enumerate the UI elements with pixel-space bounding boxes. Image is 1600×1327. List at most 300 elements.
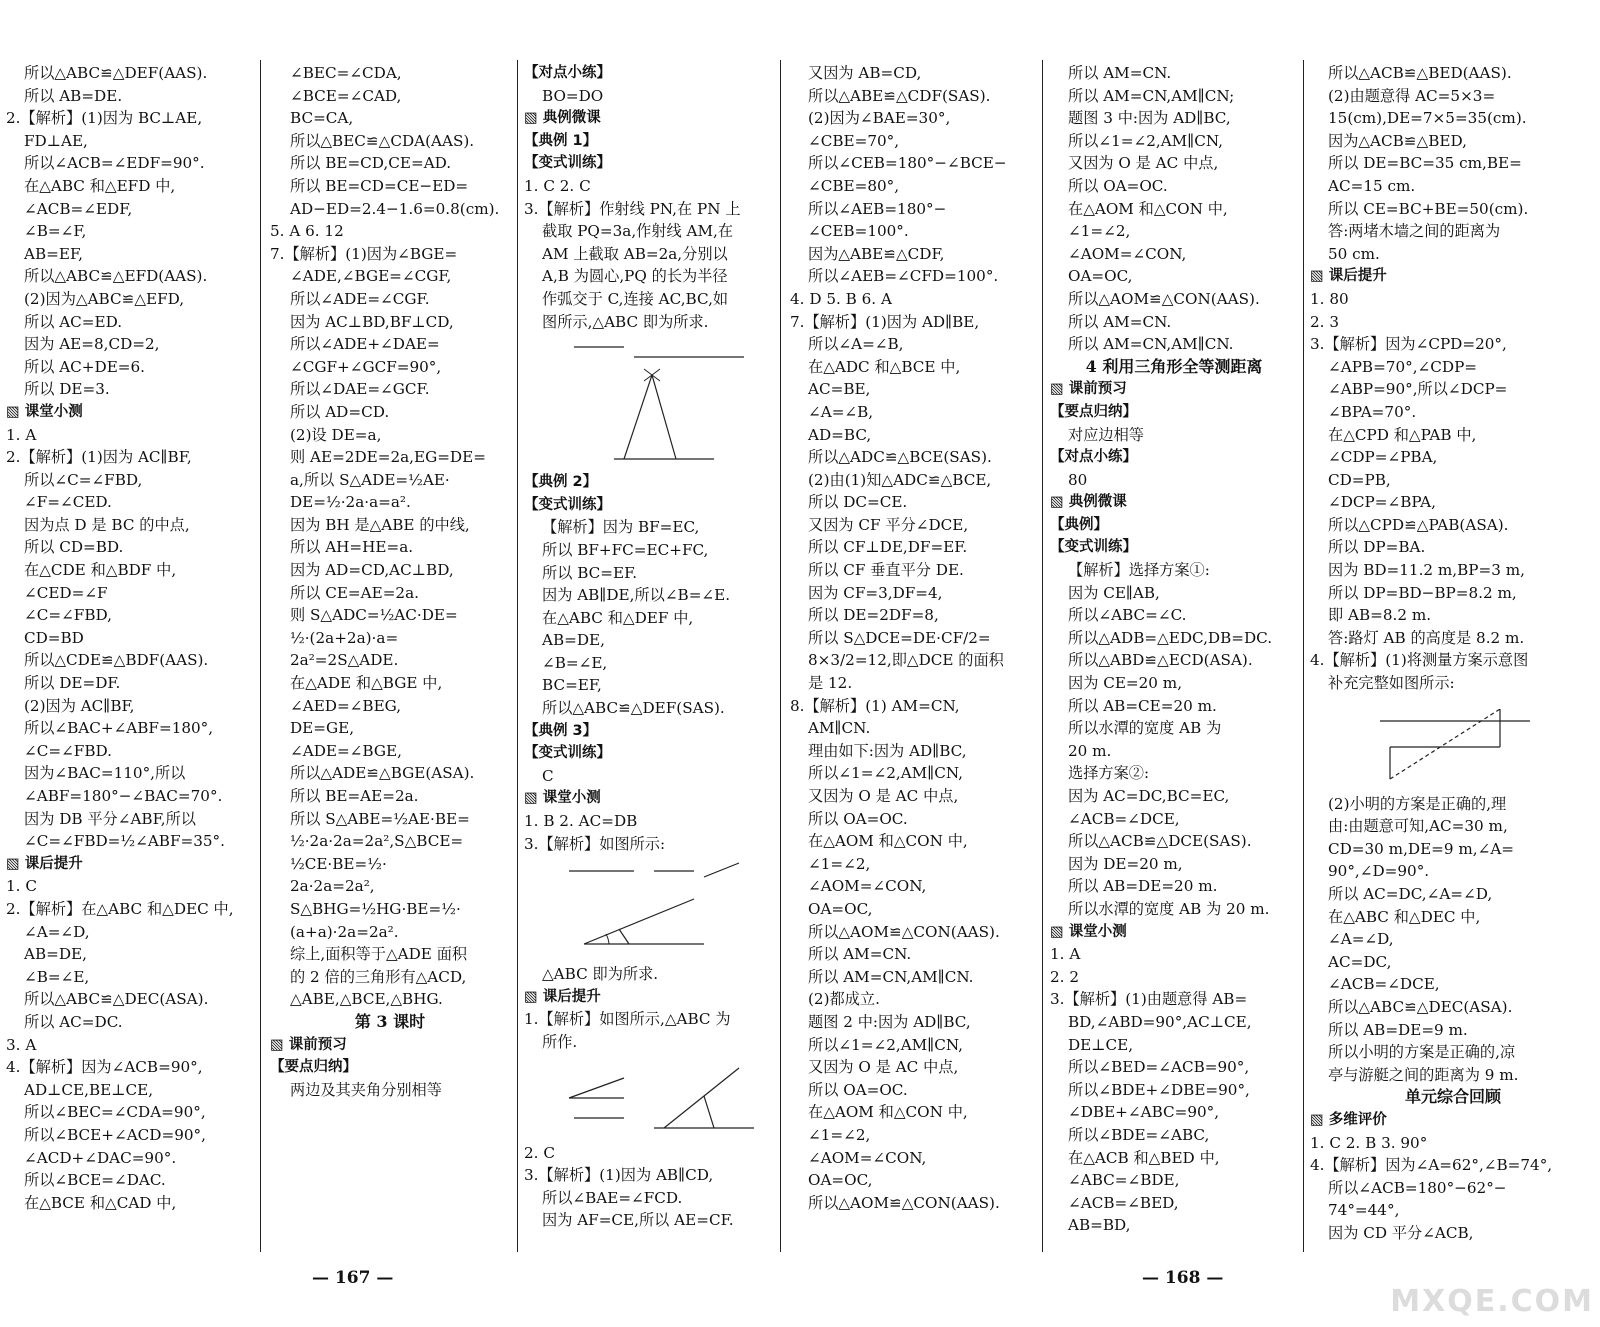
section-heading: 【典例 1】	[524, 132, 598, 149]
answer-line: BD,∠ABD=90°,AC⊥CE,	[1068, 1012, 1252, 1031]
answer-line: (a+a)·2a=2a².	[290, 922, 399, 941]
answer-line: ∠BEC=∠CDA,	[290, 64, 402, 82]
answer-line: ∠AOM=∠CON,	[1068, 244, 1187, 263]
answer-line: 4.【解析】因为∠A=62°,∠B=74°,	[1310, 1156, 1553, 1175]
answer-line: 所以 AM=CN.	[1068, 64, 1172, 82]
section-heading: ▧ 课后提升	[1310, 268, 1387, 285]
answer-line: 因为点 D 是 BC 的中点,	[24, 515, 190, 534]
section-title: 单元综合回顾	[1404, 1087, 1501, 1107]
answer-line: 在△AOM 和△CON 中,	[1068, 199, 1228, 218]
section-heading: ▧ 典例微课	[1050, 494, 1127, 511]
answer-line: 在△ACB 和△BED 中,	[1068, 1148, 1220, 1167]
answer-line: 两边及其夹角分别相等	[290, 1080, 442, 1099]
answer-line: 2a·2a=2a²,	[290, 877, 375, 896]
answer-line: ∠C=∠FBD=½∠ABF=35°.	[24, 832, 225, 851]
answer-line: 所以△ADE≌△BGE(ASA).	[290, 764, 475, 783]
answer-line: 理由如下:因为 AD∥BC,	[808, 741, 967, 760]
answer-line: 所以 AB=CE=20 m.	[1068, 696, 1217, 715]
answer-line: 所以小明的方案是正确的,凉	[1328, 1043, 1516, 1062]
answer-line: 8.【解析】(1) AM=CN,	[790, 696, 960, 715]
answer-line: 是 12.	[808, 674, 853, 693]
answer-line: AB=BD,	[1068, 1216, 1131, 1235]
section-heading: 【对点小练】	[524, 65, 611, 81]
answer-line: 即 AB=8.2 m.	[1328, 606, 1432, 625]
answer-line: 5. A 6. 12	[270, 222, 344, 241]
section-heading: 【变式训练】	[1050, 539, 1137, 556]
answer-line: 4. D 5. B 6. A	[790, 289, 892, 308]
answer-line: 所以 AM=CN.	[1068, 312, 1172, 331]
answer-line: ∠ADE=∠BGE,	[290, 741, 402, 760]
answer-line: C	[542, 766, 554, 785]
answer-line: 1. B 2. AC=DB	[524, 812, 638, 831]
answer-line: AM∥CN.	[808, 719, 871, 738]
answer-line: 50 cm.	[1328, 244, 1380, 263]
answer-line: ∠ACB=∠DCE,	[1068, 809, 1180, 828]
answer-line: 又因为 O 是 AC 中点,	[808, 787, 959, 805]
answer-line: 因为 CD 平分∠ACB,	[1328, 1223, 1474, 1242]
answer-line: 所以水潭的宽度 AB 为 20 m.	[1068, 899, 1270, 918]
answer-line: 又因为 AB=CD,	[808, 64, 922, 82]
answer-line: AC=DC,	[1328, 952, 1392, 971]
section-heading: 【典例 2】	[524, 474, 598, 491]
answer-line: 因为 AE=8,CD=2,	[24, 335, 160, 354]
column-divider	[1042, 60, 1043, 1252]
section-heading: ▧ 课堂小测	[524, 790, 601, 807]
answer-line: 所以 AH=HE=a.	[290, 538, 414, 557]
answer-line: 所以 S△DCE=DE·CF/2=	[808, 628, 991, 647]
section-title: 第 3 课时	[354, 1011, 426, 1031]
answer-line: △ABC 即为所求.	[542, 965, 659, 984]
answer-line: ∠CED=∠F	[24, 583, 108, 602]
answer-line: 3.【解析】(1)由题意得 AB=	[1050, 990, 1248, 1009]
construction-figure-angle	[564, 859, 754, 959]
answer-line: (2)小明的方案是正确的,理	[1328, 794, 1507, 813]
section-heading: ▧ 课后提升	[524, 988, 601, 1005]
answer-line: 【解析】因为 BF=EC,	[542, 518, 700, 537]
column-5	[1050, 62, 1298, 1280]
answer-line: 7.【解析】(1)因为 AD∥BE,	[790, 312, 980, 331]
answer-line: CD=PB,	[1328, 470, 1391, 489]
answer-line: (2)都成立.	[808, 990, 880, 1009]
answer-line: 所以△ADB=△EDC,DB=DC.	[1068, 628, 1273, 647]
answer-line: 所以 AB=DE=9 m.	[1328, 1020, 1468, 1039]
answer-line: 所以∠A=∠B,	[808, 335, 904, 354]
answer-line: DE=GE,	[290, 719, 355, 738]
answer-line: 1. C 2. B 3. 90°	[1310, 1133, 1428, 1152]
answer-line: 所以 BE=CD,CE=AD.	[290, 154, 452, 173]
answer-line: ∠ACB=∠BED,	[1068, 1193, 1179, 1212]
answer-line: AC=BE,	[808, 380, 871, 399]
column-divider	[517, 60, 518, 1252]
page-number-right: — 168 —	[1142, 1268, 1224, 1288]
answer-line: ∠AED=∠BEG,	[290, 696, 402, 715]
answer-line: ∠ACD+∠DAC=90°.	[24, 1148, 177, 1167]
answer-line: 在△AOM 和△CON 中,	[808, 1103, 968, 1122]
answer-line: 所以∠ABC=∠C.	[1068, 606, 1187, 625]
answer-line: CD=30 m,DE=9 m,∠A=	[1328, 839, 1515, 858]
answer-line: 在△BCE 和△CAD 中,	[24, 1193, 177, 1212]
answer-line: 题图 3 中:因为 AD∥BC,	[1068, 109, 1231, 128]
answer-line: 所以∠1=∠2,AM∥CN,	[1068, 131, 1224, 150]
answer-line: 所以 DE=DF.	[24, 674, 121, 693]
answer-line: 答:两堵木墙之间的距离为	[1328, 222, 1501, 241]
column-divider	[1303, 60, 1304, 1252]
answer-line: 所以△AOM≌△CON(AAS).	[808, 1193, 1000, 1212]
answer-line: 所以 AC=DC,∠A=∠D,	[1328, 885, 1493, 903]
answer-line: △ABE,△BCE,△BHG.	[290, 990, 443, 1009]
answer-line: 所以水潭的宽度 AB 为	[1068, 719, 1222, 738]
answer-line: ∠ABC=∠BDE,	[1068, 1171, 1180, 1190]
answer-line: 所以△ABE≌△CDF(SAS).	[808, 86, 991, 105]
construction-figure-triangle-2	[564, 1058, 764, 1138]
answer-line: 亭与游艇之间的距离为 9 m.	[1328, 1065, 1519, 1084]
answer-line: 2. C	[524, 1143, 555, 1162]
answer-line: 在△CPD 和△PAB 中,	[1328, 425, 1477, 444]
answer-line: 15(cm),DE=7×5=35(cm).	[1328, 109, 1527, 128]
answer-line: 74°=44°,	[1328, 1201, 1400, 1220]
answer-line: 在△CDE 和△BDF 中,	[24, 561, 177, 580]
answer-line: 所以 AM=CN.	[808, 945, 912, 964]
answer-line: S△BHG=½HG·BE=½·	[290, 899, 461, 918]
answer-line: OA=OC,	[808, 899, 873, 918]
answer-line: 所以 AM=CN,AM∥CN;	[1068, 86, 1235, 105]
answer-line: ∠ACB=∠EDF,	[24, 199, 133, 218]
answer-line: 所以 DE=2DF=8,	[808, 606, 939, 625]
section-heading: 【要点归纳】	[1050, 403, 1137, 420]
answer-line: 因为 CE∥AB,	[1068, 583, 1160, 602]
answer-line: 因为 CE=20 m,	[1068, 674, 1183, 693]
answer-line: 因为 DB 平分∠ABF,所以	[24, 809, 196, 828]
answer-line: 8×3/2=12,即△DCE 的面积	[808, 651, 1004, 670]
answer-line: 对应边相等	[1068, 425, 1144, 444]
answer-line: ∠A=∠D,	[1328, 930, 1394, 949]
answer-line: 所以∠ADE=∠CGF.	[290, 289, 430, 308]
answer-line: 90°,∠D=90°.	[1328, 862, 1430, 881]
answer-line: 所以∠BCE=∠DAC.	[24, 1171, 166, 1190]
answer-line: 所以△BEC≌△CDA(AAS).	[290, 131, 475, 150]
answer-line: ∠C=∠FBD.	[24, 741, 112, 760]
answer-line: CD=BD	[24, 628, 84, 647]
answer-line: 80	[1068, 470, 1088, 489]
answer-line: 所以△ABC≌△DEF(SAS).	[542, 699, 725, 718]
answer-line: 所以△ABC≌△EFD(AAS).	[24, 267, 208, 286]
answer-line: 因为 BH 是△ABE 的中线,	[290, 515, 470, 534]
answer-line: 截取 PQ=3a,作射线 AM,在	[542, 222, 734, 241]
answer-line: 则 S△ADC=½AC·DE=	[290, 606, 458, 625]
answer-line: (2)因为 AC∥BF,	[24, 696, 135, 715]
answer-line: ∠1=∠2,	[808, 854, 871, 873]
answer-line: 3.【解析】因为∠CPD=20°,	[1310, 335, 1507, 354]
answer-line: 所以 S△ABE=½AE·BE=	[290, 809, 470, 828]
answer-line: 4.【解析】(1)将测量方案示意图	[1310, 651, 1529, 670]
answer-line: ∠DBE+∠ABC=90°,	[1068, 1103, 1220, 1122]
answer-line: 在△AOM 和△CON 中,	[808, 832, 968, 851]
answer-line: 所以∠C=∠FBD,	[24, 470, 143, 489]
answer-line: 1. C 2. C	[524, 176, 591, 195]
answer-line: 因为∠BAC=110°,所以	[24, 764, 186, 783]
answer-line: ∠ADE,∠BGE=∠CGF,	[290, 267, 452, 286]
answer-line: 由:由题意可知,AC=30 m,	[1328, 817, 1508, 836]
answer-line: 所以 BE=CD=CE−ED=	[290, 176, 469, 195]
answer-line: 所以∠BAE=∠FCD.	[542, 1188, 683, 1207]
section-heading: ▧ 典例微课	[524, 110, 601, 127]
answer-line: 2. 2	[1050, 967, 1079, 986]
answer-line: ∠ABP=90°,所以∠DCP=	[1328, 380, 1508, 399]
answer-line: 3.【解析】作射线 PN,在 PN 上	[524, 199, 741, 218]
column-4	[790, 62, 1035, 1280]
answer-line: 20 m.	[1068, 741, 1112, 760]
answer-line: 1. 80	[1310, 289, 1349, 308]
section-heading: 【变式训练】	[524, 155, 611, 172]
section-heading: 【变式训练】	[524, 745, 611, 762]
answer-line: 则 AE=2DE=2a,EG=DE=	[290, 448, 486, 467]
answer-line: ∠A=∠D,	[24, 922, 90, 941]
answer-line: 所以∠BCE+∠ACD=90°,	[24, 1125, 206, 1144]
column-6	[1310, 62, 1596, 1280]
answer-line: ∠AOM=∠CON,	[808, 877, 927, 896]
section-heading: 【典例 3】	[524, 722, 598, 739]
answer-line: 2.【解析】在△ABC 和△DEC 中,	[6, 899, 234, 918]
answer-line: OA=OC,	[808, 1171, 873, 1190]
answer-line: 所以△AOM≌△CON(AAS).	[808, 922, 1000, 941]
answer-line: 所以△ADC≌△BCE(SAS).	[808, 448, 992, 467]
answer-line: 1. A	[6, 425, 37, 444]
answer-line: 所以 AB=DE=20 m.	[1068, 877, 1218, 896]
answer-line: 3.【解析】如图所示:	[524, 834, 666, 853]
answer-line: 所以∠ACB=180°−62°−	[1328, 1178, 1507, 1197]
answer-line: 所以 AC=ED.	[24, 312, 123, 331]
answer-line: ∠CBE=70°,	[808, 131, 900, 150]
answer-line: 1. A	[1050, 945, 1081, 964]
section-heading: ▧ 多维评价	[1310, 1111, 1387, 1128]
answer-line: 所以∠BEC=∠CDA=90°,	[24, 1103, 206, 1122]
answer-line: 2a²=2S△ADE.	[290, 651, 399, 670]
answer-line: ∠B=∠E,	[542, 653, 608, 672]
section-heading: ▧ 课前预习	[1050, 381, 1127, 398]
answer-line: 因为 CF=3,DF=4,	[808, 583, 943, 602]
answer-line: 所以 OA=OC.	[1068, 176, 1168, 195]
answer-line: AD⊥CE,BE⊥CE,	[24, 1080, 154, 1099]
answer-line: FD⊥AE,	[24, 131, 88, 150]
section-title: 4 利用三角形全等测距离	[1085, 356, 1263, 376]
answer-line: ∠B=∠E,	[24, 967, 90, 986]
answer-line: 7.【解析】(1)因为∠BGE=	[270, 244, 458, 263]
answer-line: 所以∠1=∠2,AM∥CN,	[808, 1035, 964, 1054]
column-2	[270, 62, 510, 1280]
answer-line: 所以 CD=BD.	[24, 538, 124, 557]
answer-line: 所以 CE=BC+BE=50(cm).	[1328, 199, 1529, 218]
answer-line: 2.【解析】(1)因为 AC∥BF,	[6, 448, 192, 467]
answer-line: ∠CEB=100°.	[808, 222, 909, 241]
answer-line: 所以∠AEB=∠CFD=100°.	[808, 267, 999, 286]
answer-line: 又因为 CF 平分∠DCE,	[808, 515, 969, 534]
answer-line: 所以△ABC≌△DEC(ASA).	[24, 990, 209, 1009]
answer-line: 【解析】选择方案①:	[1068, 561, 1210, 580]
answer-line: 所以 DP=BD−BP=8.2 m,	[1328, 583, 1517, 602]
answer-line: 因为△ABE≌△CDF,	[808, 244, 945, 263]
watermark: MXQE.COM	[1390, 1284, 1594, 1319]
answer-line: 因为 AF=CE,所以 AE=CF.	[542, 1211, 734, 1230]
answer-line: DE=½·2a·a=a².	[290, 493, 411, 512]
answer-line: ∠BPA=70°.	[1328, 402, 1417, 421]
answer-line: 1. C	[6, 877, 37, 896]
answer-line: 图所示,△ABC 即为所求.	[542, 312, 709, 331]
answer-line: 因为 DE=20 m,	[1068, 854, 1183, 873]
answer-line: ∠AOM=∠CON,	[808, 1148, 927, 1167]
answer-line: ∠ABF=180°−∠BAC=70°.	[24, 787, 223, 805]
column-3	[524, 62, 774, 1280]
answer-line: ∠APB=70°,∠CDP=	[1328, 357, 1478, 376]
answer-line: 又因为 O 是 AC 中点,	[1068, 154, 1219, 173]
section-heading: ▧ 课堂小测	[6, 403, 83, 420]
answer-line: 在△ABC 和△DEF 中,	[542, 608, 694, 627]
section-heading: 【变式训练】	[524, 496, 611, 513]
answer-line: ∠CBE=80°,	[808, 176, 900, 195]
answer-line: 所以∠AEB=180°−	[808, 199, 947, 218]
answer-line: 的 2 倍的三角形有△ACD,	[290, 967, 467, 986]
answer-line: AD=BC,	[808, 425, 872, 444]
answer-line: ½CE·BE=½·	[290, 854, 387, 873]
answer-line: ∠CDP=∠PBA,	[1328, 448, 1438, 467]
answer-line: 所以△ABC≌△DEF(AAS).	[24, 64, 208, 82]
answer-line: 因为 AB∥DE,所以∠B=∠E.	[542, 586, 731, 605]
section-heading: 【对点小练】	[1050, 449, 1137, 466]
answer-line: ∠C=∠FBD,	[24, 606, 112, 625]
answer-line: 综上,面积等于△ADE 面积	[290, 945, 468, 964]
answer-line: (2)设 DE=a,	[290, 425, 382, 444]
answer-line: 所以∠1=∠2,AM∥CN,	[808, 764, 964, 783]
answer-line: BC=EF,	[542, 676, 602, 695]
answer-line: 4.【解析】因为∠ACB=90°,	[6, 1058, 203, 1077]
answer-line: 所以 AD=CD.	[290, 402, 390, 421]
answer-line: (2)因为∠BAE=30°,	[808, 109, 951, 128]
answer-line: 答:路灯 AB 的高度是 8.2 m.	[1328, 628, 1525, 647]
answer-line: 所以△AOM≌△CON(AAS).	[1068, 289, 1260, 308]
answer-line: 因为△ACB≌△BED,	[1328, 131, 1467, 150]
construction-figure-triangle	[564, 337, 754, 467]
column-1	[6, 62, 250, 1280]
answer-line: 所以 DE=3.	[24, 380, 110, 399]
answer-line: 在△ABC 和△DEC 中,	[1328, 907, 1481, 926]
answer-line: 所以∠CEB=180°−∠BCE−	[808, 154, 1007, 173]
answer-line: ∠BCE=∠CAD,	[290, 86, 402, 105]
answer-line: BO=DO	[542, 86, 604, 105]
answer-line: (2)由(1)知△ADC≌△BCE,	[808, 470, 992, 489]
answer-line: 因为 AC⊥BD,BF⊥CD,	[290, 312, 454, 331]
answer-line: a,所以 S△ADE=½AE·	[290, 470, 450, 489]
answer-line: AB=DE,	[24, 945, 87, 964]
answer-line: 在△ABC 和△EFD 中,	[24, 176, 176, 195]
answer-line: 因为 AC=DC,BC=EC,	[1068, 787, 1230, 805]
answer-line: 补充完整如图所示:	[1328, 674, 1455, 693]
answer-line: 所以△ABC≌△DEC(ASA).	[1328, 997, 1513, 1016]
answer-line: 在△ADC 和△BCE 中,	[808, 357, 961, 376]
answer-line: 所以 BE=AE=2a.	[290, 787, 419, 805]
answer-line: 所以 CE=AE=2a.	[290, 583, 419, 602]
answer-line: 作弧交于 C,连接 AC,BC,如	[542, 289, 729, 308]
answer-line: (2)因为△ABC≌△EFD,	[24, 289, 185, 308]
answer-line: 所以△ACB≌△DCE(SAS).	[1068, 832, 1252, 851]
answer-line: (2)由题意得 AC=5×3=	[1328, 86, 1496, 105]
answer-line: ∠1=∠2,	[1068, 222, 1131, 241]
answer-line: 所以 CF 垂直平分 DE.	[808, 561, 964, 580]
answer-line: 所以∠BDE=∠ABC,	[1068, 1125, 1210, 1144]
answer-line: ½·2a·2a=2a²,S△BCE=	[290, 832, 464, 851]
answer-line: 所以∠ADE+∠DAE=	[290, 335, 440, 354]
answer-line: 所以 AM=CN,AM∥CN.	[1068, 335, 1234, 354]
answer-line: 选择方案②:	[1068, 764, 1150, 783]
answer-line: ∠F=∠CED.	[24, 493, 112, 512]
answer-line: 所以∠ACB=∠EDF=90°.	[24, 154, 205, 173]
section-heading: ▧ 课堂小测	[1050, 923, 1127, 940]
answer-line: AB=EF,	[24, 244, 83, 263]
column-divider	[780, 60, 781, 1252]
answer-line: ∠A=∠B,	[808, 402, 874, 421]
answer-line: 所以 DC=CE.	[808, 493, 908, 512]
answer-line: 所以 DP=BA.	[1328, 538, 1426, 557]
answer-line: 所以△CPD≌△PAB(ASA).	[1328, 515, 1509, 534]
answer-line: 所以∠DAE=∠GCF.	[290, 380, 430, 399]
answer-line: 3.【解析】(1)因为 AB∥CD,	[524, 1166, 714, 1185]
column-divider	[260, 60, 261, 1252]
answer-line: 所以∠BED=∠ACB=90°,	[1068, 1058, 1250, 1077]
answer-line: ∠B=∠F,	[24, 222, 87, 241]
answer-line: 2.【解析】(1)因为 BC⊥AE,	[6, 109, 203, 128]
answer-line: 题图 2 中:因为 AD∥BC,	[808, 1012, 971, 1031]
answer-line: AC=15 cm.	[1328, 176, 1416, 195]
answer-line: 所以 BF+FC=EC+FC,	[542, 540, 709, 559]
answer-line: 所作.	[542, 1033, 578, 1051]
answer-line: BC=CA,	[290, 109, 354, 128]
answer-line: A,B 为圆心,PQ 的长为半径	[542, 267, 728, 286]
answer-line: 在△ADE 和△BGE 中,	[290, 674, 443, 693]
answer-line: OA=OC,	[1068, 267, 1133, 286]
answer-line: ∠DCP=∠BPA,	[1328, 493, 1436, 512]
answer-line: 所以 AC=DC.	[24, 1012, 123, 1031]
answer-line: 所以∠BAC+∠ABF=180°,	[24, 719, 214, 738]
page-number-left: — 167 —	[312, 1268, 394, 1288]
answer-line: 所以 AM=CN,AM∥CN.	[808, 967, 974, 986]
answer-line: 所以 OA=OC.	[808, 809, 908, 828]
answer-line: AB=DE,	[542, 631, 605, 650]
answer-line: 所以 AC+DE=6.	[24, 357, 145, 376]
measurement-diagram	[1350, 699, 1550, 789]
answer-line: 所以 OA=OC.	[808, 1080, 908, 1099]
answer-line: 所以△ACB≌△BED(AAS).	[1328, 64, 1512, 82]
answer-line: 所以 BC=EF.	[542, 563, 638, 582]
answer-line: 因为 AD=CD,AC⊥BD,	[290, 561, 454, 580]
answer-line: DE⊥CE,	[1068, 1035, 1134, 1054]
answer-line: 所以 DE=BC=35 cm,BE=	[1328, 154, 1522, 173]
answer-line: 2. 3	[1310, 312, 1339, 331]
answer-line: 所以∠BDE+∠DBE=90°,	[1068, 1080, 1250, 1099]
answer-line: ∠1=∠2,	[808, 1125, 871, 1144]
answer-line: ∠CGF+∠GCF=90°,	[290, 357, 442, 376]
answer-line: 所以△CDE≌△BDF(AAS).	[24, 651, 209, 670]
answer-line: AM 上截取 AB=2a,分别以	[542, 244, 728, 263]
answer-line: 又因为 O 是 AC 中点,	[808, 1058, 959, 1077]
section-heading: 【典例】	[1050, 516, 1108, 533]
section-heading: ▧ 课后提升	[6, 855, 83, 872]
answer-line: 所以△ABD≌△ECD(ASA).	[1068, 651, 1253, 670]
answer-line: AD−ED=2.4−1.6=0.8(cm).	[290, 199, 500, 218]
section-heading: 【要点归纳】	[270, 1059, 357, 1076]
answer-line: 因为 BD=11.2 m,BP=3 m,	[1328, 561, 1525, 580]
answer-line: 所以 CF⊥DE,DF=EF.	[808, 538, 968, 557]
section-heading: ▧ 课前预习	[270, 1036, 347, 1053]
answer-line: 3. A	[6, 1035, 37, 1054]
answer-line: ½·(2a+2a)·a=	[290, 628, 399, 647]
